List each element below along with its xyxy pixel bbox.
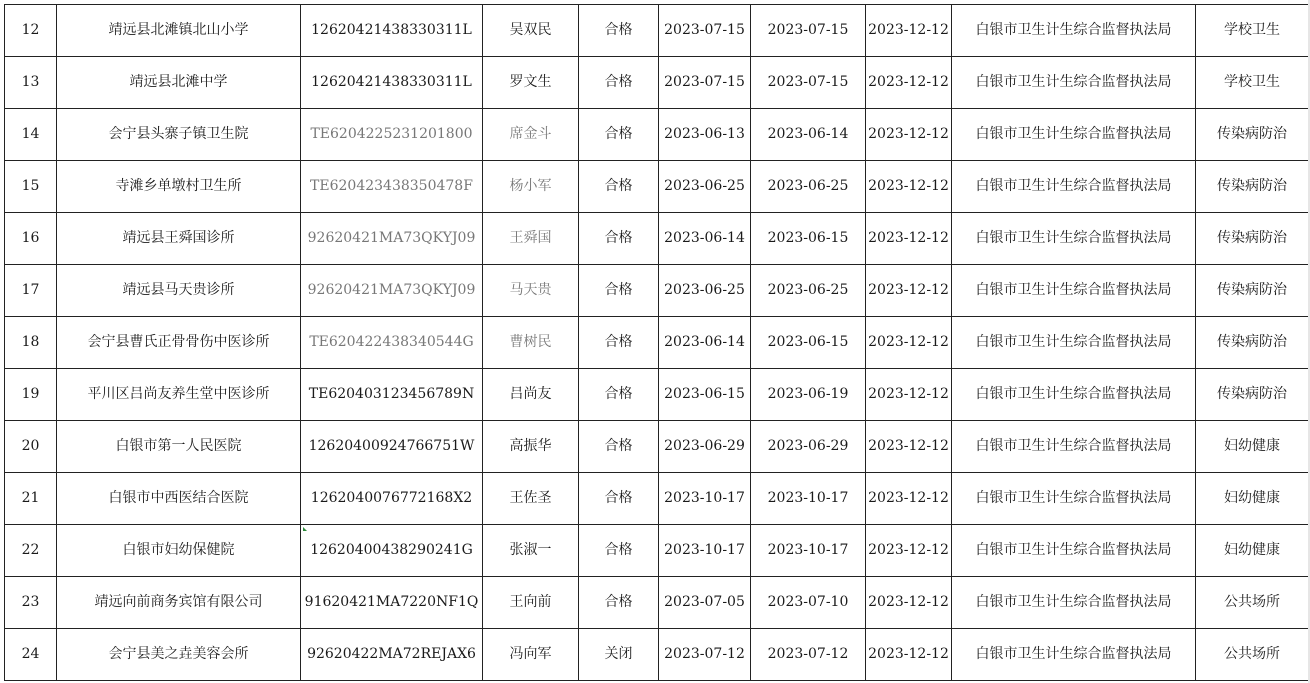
enforcement-agency-cell[interactable]: 白银市卫生计生综合监督执法局: [952, 213, 1196, 265]
category-cell[interactable]: 公共场所: [1196, 577, 1309, 629]
legal-representative-cell[interactable]: 王向前: [483, 577, 579, 629]
legal-representative-cell[interactable]: 冯向军: [483, 629, 579, 681]
inspection-result-cell[interactable]: 合格: [579, 577, 659, 629]
table-row: [5, 421, 1309, 473]
row-number-cell[interactable]: 14: [5, 109, 57, 161]
table-row: [5, 161, 1309, 213]
inspection-date-cell[interactable]: 2023-10-17: [659, 473, 751, 525]
legal-representative-cell[interactable]: 曹树民: [483, 317, 579, 369]
inspection-table-sheet: [4, 4, 1309, 681]
category-cell[interactable]: 传染病防治: [1196, 213, 1309, 265]
enforcement-agency-cell[interactable]: 白银市卫生计生综合监督执法局: [952, 265, 1196, 317]
row-number-cell[interactable]: 13: [5, 57, 57, 109]
organization-name-cell[interactable]: 会宁县美之垚美容会所: [57, 629, 301, 681]
legal-representative-cell[interactable]: 王佐圣: [483, 473, 579, 525]
publish-date-cell[interactable]: 2023-12-12: [866, 5, 952, 57]
credit-code-cell[interactable]: 92620421MA73QKYJ09: [301, 213, 483, 265]
legal-representative-cell[interactable]: 吕尚友: [483, 369, 579, 421]
organization-name-cell[interactable]: 白银市妇幼保健院: [57, 525, 301, 577]
inspection-result-cell[interactable]: 合格: [579, 161, 659, 213]
category-cell[interactable]: 妇幼健康: [1196, 525, 1309, 577]
category-cell[interactable]: 学校卫生: [1196, 57, 1309, 109]
decision-date-cell[interactable]: 2023-06-19: [751, 369, 866, 421]
organization-name-cell[interactable]: 会宁县头寨子镇卫生院: [57, 109, 301, 161]
enforcement-agency-cell[interactable]: 白银市卫生计生综合监督执法局: [952, 161, 1196, 213]
credit-code-cell[interactable]: TE620403123456789N: [301, 369, 483, 421]
enforcement-agency-cell[interactable]: 白银市卫生计生综合监督执法局: [952, 317, 1196, 369]
inspection-date-cell[interactable]: 2023-06-13: [659, 109, 751, 161]
inspection-date-cell[interactable]: 2023-10-17: [659, 525, 751, 577]
inspection-date-cell[interactable]: 2023-06-14: [659, 213, 751, 265]
legal-representative-cell[interactable]: 王舜国: [483, 213, 579, 265]
decision-date-cell[interactable]: 2023-10-17: [751, 473, 866, 525]
decision-date-cell[interactable]: 2023-06-25: [751, 265, 866, 317]
inspection-result-cell[interactable]: 合格: [579, 369, 659, 421]
row-number-cell[interactable]: 12: [5, 5, 57, 57]
organization-name-cell[interactable]: 靖远县北滩中学: [57, 57, 301, 109]
credit-code-cell[interactable]: 12620421438330311L: [301, 5, 483, 57]
inspection-date-cell[interactable]: 2023-07-05: [659, 577, 751, 629]
publish-date-cell[interactable]: 2023-12-12: [866, 577, 952, 629]
credit-code-cell[interactable]: 12620400924766751W: [301, 421, 483, 473]
row-number-cell[interactable]: 15: [5, 161, 57, 213]
row-number-cell[interactable]: 19: [5, 369, 57, 421]
credit-code-cell[interactable]: 1262040076772168X2: [301, 473, 483, 525]
decision-date-cell[interactable]: 2023-06-15: [751, 317, 866, 369]
row-number-cell[interactable]: 21: [5, 473, 57, 525]
inspection-date-cell[interactable]: 2023-06-25: [659, 161, 751, 213]
credit-code-cell[interactable]: 92620422MA72REJAX6: [301, 629, 483, 681]
decision-date-cell[interactable]: 2023-07-15: [751, 5, 866, 57]
category-cell[interactable]: 传染病防治: [1196, 109, 1309, 161]
publish-date-cell[interactable]: 2023-12-12: [866, 265, 952, 317]
table-row: [5, 265, 1309, 317]
publish-date-cell[interactable]: 2023-12-12: [866, 421, 952, 473]
inspection-result-cell[interactable]: 合格: [579, 213, 659, 265]
inspection-result-cell[interactable]: 关闭: [579, 629, 659, 681]
inspection-date-cell[interactable]: 2023-07-15: [659, 5, 751, 57]
credit-code-cell[interactable]: TE6204225231201800: [301, 109, 483, 161]
inspection-result-cell[interactable]: 合格: [579, 265, 659, 317]
credit-code-cell[interactable]: TE620423438350478F: [301, 161, 483, 213]
legal-representative-cell[interactable]: 杨小军: [483, 161, 579, 213]
table-row: [5, 57, 1309, 109]
cell-comment-marker: [303, 527, 307, 531]
legal-representative-cell[interactable]: 马天贵: [483, 265, 579, 317]
category-cell[interactable]: 学校卫生: [1196, 5, 1309, 57]
inspection-date-cell[interactable]: 2023-07-15: [659, 57, 751, 109]
decision-date-cell[interactable]: 2023-07-15: [751, 57, 866, 109]
inspection-date-cell[interactable]: 2023-07-12: [659, 629, 751, 681]
inspection-result-cell[interactable]: 合格: [579, 421, 659, 473]
table-row: [5, 369, 1309, 421]
row-number-cell[interactable]: 18: [5, 317, 57, 369]
table-row: [5, 525, 1309, 577]
organization-name-cell[interactable]: 靖远向前商务宾馆有限公司: [57, 577, 301, 629]
organization-name-cell[interactable]: 寺滩乡单墩村卫生所: [57, 161, 301, 213]
enforcement-agency-cell[interactable]: 白银市卫生计生综合监督执法局: [952, 5, 1196, 57]
category-cell[interactable]: 传染病防治: [1196, 369, 1309, 421]
publish-date-cell[interactable]: 2023-12-12: [866, 369, 952, 421]
publish-date-cell[interactable]: 2023-12-12: [866, 57, 952, 109]
decision-date-cell[interactable]: 2023-07-10: [751, 577, 866, 629]
organization-name-cell[interactable]: 白银市第一人民医院: [57, 421, 301, 473]
category-cell[interactable]: 妇幼健康: [1196, 421, 1309, 473]
organization-name-cell[interactable]: 靖远县马天贵诊所: [57, 265, 301, 317]
decision-date-cell[interactable]: 2023-06-15: [751, 213, 866, 265]
credit-code-cell[interactable]: TE620422438340544G: [301, 317, 483, 369]
publish-date-cell[interactable]: 2023-12-12: [866, 473, 952, 525]
table-row: [5, 109, 1309, 161]
enforcement-agency-cell[interactable]: 白银市卫生计生综合监督执法局: [952, 629, 1196, 681]
inspection-result-cell[interactable]: 合格: [579, 525, 659, 577]
legal-representative-cell[interactable]: 高振华: [483, 421, 579, 473]
table-row: [5, 473, 1309, 525]
row-number-cell[interactable]: 23: [5, 577, 57, 629]
category-cell[interactable]: 传染病防治: [1196, 317, 1309, 369]
organization-name-cell[interactable]: 靖远县北滩镇北山小学: [57, 5, 301, 57]
inspection-date-cell[interactable]: 2023-06-29: [659, 421, 751, 473]
row-number-cell[interactable]: 22: [5, 525, 57, 577]
row-number-cell[interactable]: 16: [5, 213, 57, 265]
inspection-result-cell[interactable]: 合格: [579, 57, 659, 109]
category-cell[interactable]: 传染病防治: [1196, 161, 1309, 213]
legal-representative-cell[interactable]: 罗文生: [483, 57, 579, 109]
legal-representative-cell[interactable]: 张淑一: [483, 525, 579, 577]
publish-date-cell[interactable]: 2023-12-12: [866, 629, 952, 681]
row-number-cell[interactable]: 24: [5, 629, 57, 681]
organization-name-cell[interactable]: 白银市中西医结合医院: [57, 473, 301, 525]
inspection-result-cell[interactable]: 合格: [579, 5, 659, 57]
publish-date-cell[interactable]: 2023-12-12: [866, 317, 952, 369]
inspection-result-cell[interactable]: 合格: [579, 473, 659, 525]
publish-date-cell[interactable]: 2023-12-12: [866, 525, 952, 577]
enforcement-agency-cell[interactable]: 白银市卫生计生综合监督执法局: [952, 525, 1196, 577]
table-row: [5, 577, 1309, 629]
decision-date-cell[interactable]: 2023-06-25: [751, 161, 866, 213]
decision-date-cell[interactable]: 2023-06-29: [751, 421, 866, 473]
decision-date-cell[interactable]: 2023-06-14: [751, 109, 866, 161]
row-number-cell[interactable]: 17: [5, 265, 57, 317]
enforcement-agency-cell[interactable]: 白银市卫生计生综合监督执法局: [952, 473, 1196, 525]
inspection-date-cell[interactable]: 2023-06-14: [659, 317, 751, 369]
credit-code-cell[interactable]: 12620400438290241G: [301, 525, 483, 577]
table-row: [5, 629, 1309, 681]
organization-name-cell[interactable]: 平川区吕尚友养生堂中医诊所: [57, 369, 301, 421]
inspection-result-cell[interactable]: 合格: [579, 109, 659, 161]
category-cell[interactable]: 妇幼健康: [1196, 473, 1309, 525]
legal-representative-cell[interactable]: 席金斗: [483, 109, 579, 161]
category-cell[interactable]: 传染病防治: [1196, 265, 1309, 317]
inspection-table: [4, 4, 1309, 681]
category-cell[interactable]: 公共场所: [1196, 629, 1309, 681]
inspection-date-cell[interactable]: 2023-06-25: [659, 265, 751, 317]
organization-name-cell[interactable]: 靖远县王舜国诊所: [57, 213, 301, 265]
legal-representative-cell[interactable]: 吴双民: [483, 5, 579, 57]
inspection-result-cell[interactable]: 合格: [579, 317, 659, 369]
table-row: [5, 317, 1309, 369]
organization-name-cell[interactable]: 会宁县曹氏正骨骨伤中医诊所: [57, 317, 301, 369]
inspection-date-cell[interactable]: 2023-06-15: [659, 369, 751, 421]
enforcement-agency-cell[interactable]: 白银市卫生计生综合监督执法局: [952, 421, 1196, 473]
enforcement-agency-cell[interactable]: 白银市卫生计生综合监督执法局: [952, 109, 1196, 161]
credit-code-cell[interactable]: 12620421438330311L: [301, 57, 483, 109]
publish-date-cell[interactable]: 2023-12-12: [866, 109, 952, 161]
enforcement-agency-cell[interactable]: 白银市卫生计生综合监督执法局: [952, 57, 1196, 109]
enforcement-agency-cell[interactable]: 白银市卫生计生综合监督执法局: [952, 369, 1196, 421]
table-body: [5, 5, 1309, 681]
publish-date-cell[interactable]: 2023-12-12: [866, 213, 952, 265]
credit-code-cell[interactable]: 92620421MA73QKYJ09: [301, 265, 483, 317]
decision-date-cell[interactable]: 2023-07-12: [751, 629, 866, 681]
publish-date-cell[interactable]: 2023-12-12: [866, 161, 952, 213]
row-number-cell[interactable]: 20: [5, 421, 57, 473]
enforcement-agency-cell[interactable]: 白银市卫生计生综合监督执法局: [952, 577, 1196, 629]
table-row: [5, 213, 1309, 265]
table-row: [5, 5, 1309, 57]
credit-code-cell[interactable]: 91620421MA7220NF1Q: [301, 577, 483, 629]
decision-date-cell[interactable]: 2023-10-17: [751, 525, 866, 577]
